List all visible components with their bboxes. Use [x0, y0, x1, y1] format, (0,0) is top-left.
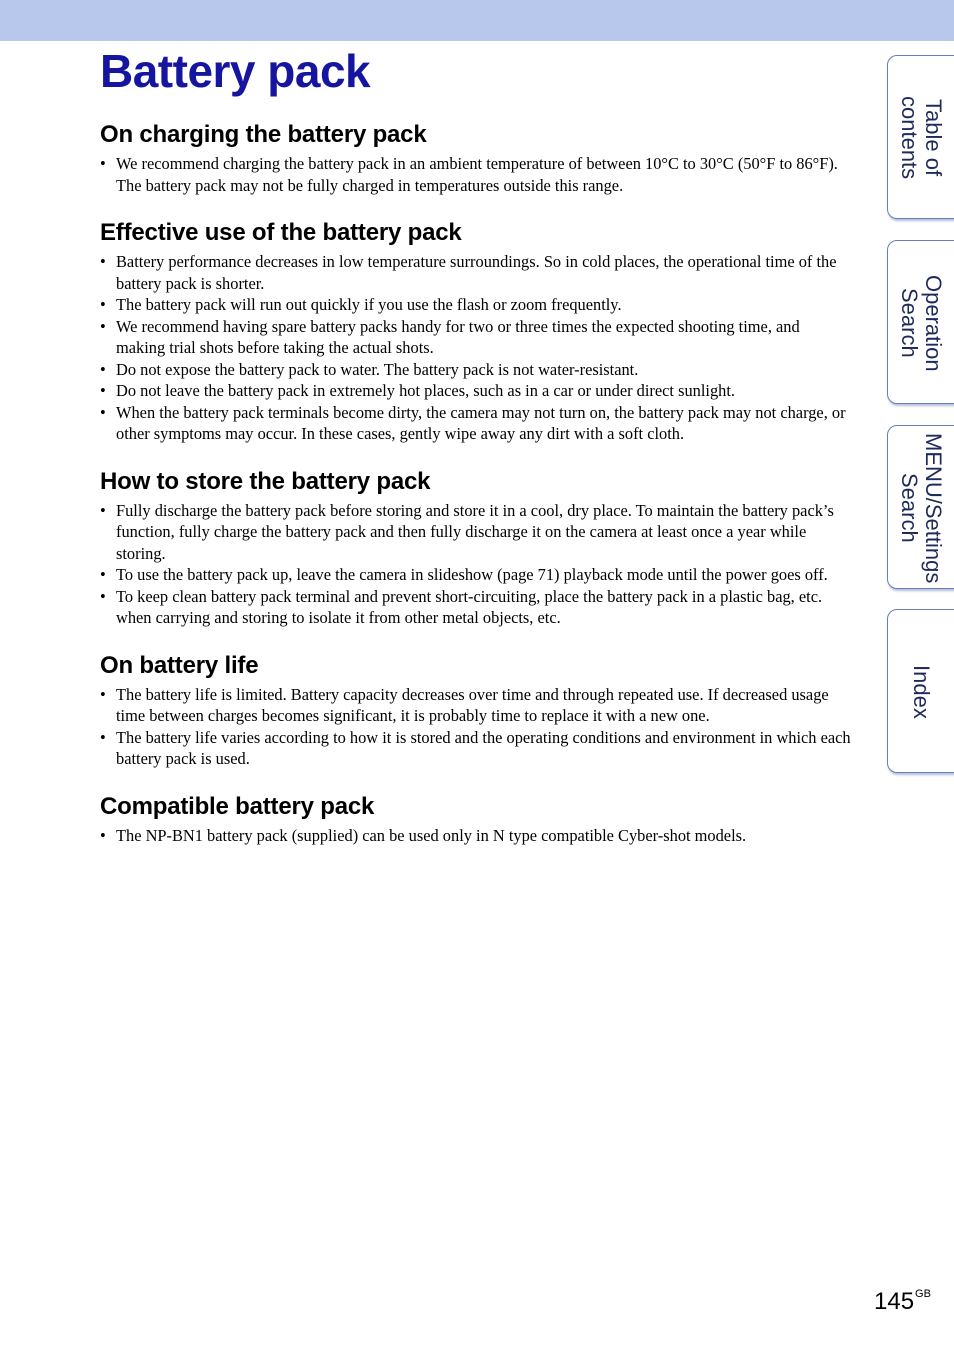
bullet-item: • When the battery pack terminals become dirty, the camera may not turn on, the battery pack may not charge, or other symptoms may occur. In these cases, gently wipe away any dirt with a soft cloth.: [100, 402, 852, 445]
bullet-item: • To keep clean battery pack terminal and prevent short-circuiting, place the battery pack in a plastic bag, etc. when carrying and storing to isolate it from other metal objects, etc.: [100, 586, 852, 629]
section-heading: How to store the battery pack: [100, 467, 431, 495]
tab-menu-settings-search[interactable]: [887, 425, 954, 589]
tab-label: Operation Search: [897, 274, 946, 372]
tab-index[interactable]: [887, 609, 954, 773]
bullet-list: [100, 153, 852, 196]
section-heading: Compatible battery pack: [100, 792, 375, 820]
bullet-item: • We recommend having spare battery packs handy for two or three times the expected shooting time, and making trial shots before taking the actual shots.: [100, 316, 852, 359]
bullet-item: • The battery life is limited. Battery capacity decreases over time and through repeated use. If decreased usage time between charges becomes significant, it is probably time to replace it with a new one.: [100, 684, 852, 727]
section-battery-life: [100, 651, 852, 770]
page-number-value: 145: [874, 1288, 915, 1315]
bullet-item: • Do not expose the battery pack to water. The battery pack is not water-resistant.: [100, 359, 852, 381]
main-content: [100, 120, 852, 846]
tab-label: MENU/Settings Search: [897, 432, 946, 584]
bullet-list: [100, 500, 852, 629]
bullet-item: • The NP-BN1 battery pack (supplied) can be used only in N type compatible Cyber-shot models.: [100, 825, 852, 847]
bullet-list: [100, 825, 852, 847]
tab-label: Table of contents: [897, 96, 946, 180]
section-storage: [100, 467, 852, 629]
bullet-item: • We recommend charging the battery pack in an ambient temperature of between 10°C to 30°C (50°F to 86°F). The battery pack may not be fully charged in temperatures outside this range.: [100, 153, 852, 196]
section-effective-use: [100, 218, 852, 445]
bullet-item: • Do not leave the battery pack in extremely hot places, such as in a car or under direct sunlight.: [100, 380, 852, 402]
section-charging: [100, 120, 852, 196]
bullet-list: [100, 684, 852, 770]
bullet-item: • Battery performance decreases in low temperature surroundings. So in cold places, the operational time of the battery pack is shorter.: [100, 251, 852, 294]
tab-label: Index: [909, 665, 934, 719]
bullet-item: • Fully discharge the battery pack before storing and store it in a cool, dry place. To maintain the battery pack’s function, fully charge the battery pack and then fully discharge it on the camera at least once a year while storing.: [100, 500, 852, 565]
page-number-suffix: GB: [915, 1288, 931, 1300]
tab-operation-search[interactable]: [887, 240, 954, 404]
bullet-list: [100, 251, 852, 445]
section-heading: On charging the battery pack: [100, 121, 427, 148]
bullet-item: • The battery pack will run out quickly if you use the flash or zoom frequently.: [100, 294, 852, 316]
section-heading: On battery life: [100, 651, 259, 679]
bullet-item: • To use the battery pack up, leave the camera in slideshow (page 71) playback mode until the power goes off.: [100, 564, 852, 586]
section-compatible: [100, 792, 852, 847]
tab-table-of-contents[interactable]: [887, 55, 954, 219]
bullet-item: • The battery life varies according to how it is stored and the operating conditions and environment in which each battery pack is used.: [100, 727, 852, 770]
page-number: [874, 1288, 931, 1316]
top-header-band: [0, 0, 954, 41]
page-title: Battery pack: [100, 45, 371, 97]
section-heading: Effective use of the battery pack: [100, 219, 462, 246]
